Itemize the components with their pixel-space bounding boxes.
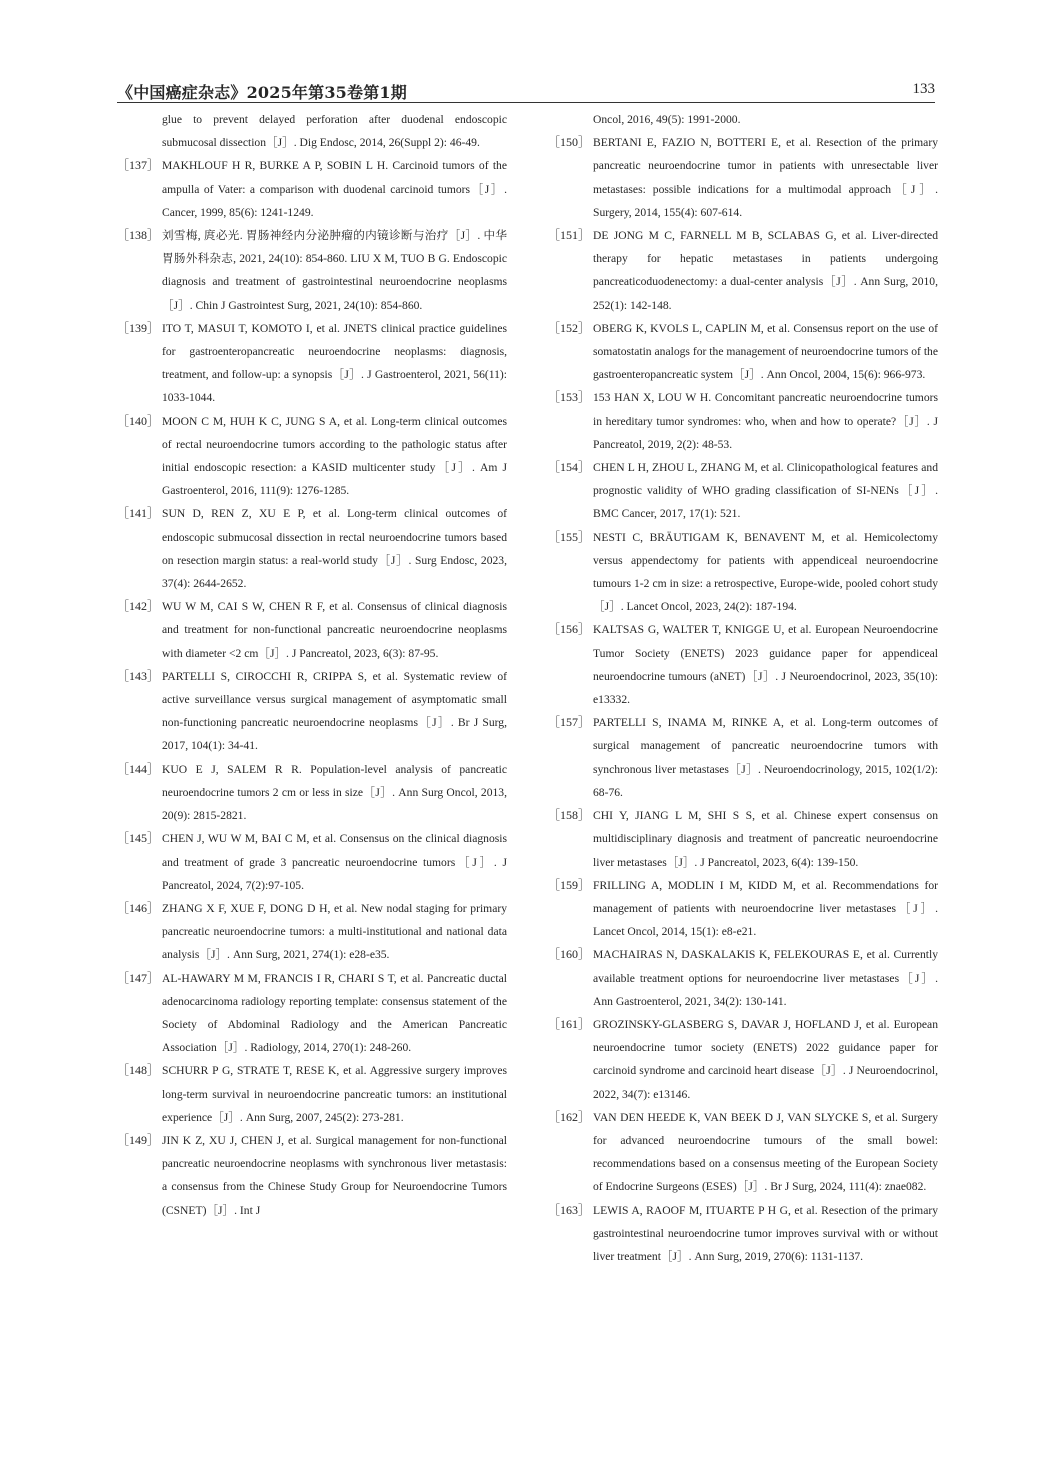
reference-text: JIN K Z, XU J, CHEN J, et al. Surgical management for non-functional pancreatic neuroendocrine neoplasms with synchronous liver metastasis: a consensus from the Chinese Study Group for Neuroendocrine Tumors (CSNET)［J］. Int J [162, 1133, 507, 1217]
reference-number: ［149］ [117, 1132, 160, 1147]
reference-text: DE JONG M C, FARNELL M B, SCLABAS G, et al. Liver-directed therapy for hepatic metastases in patients undergoing pancreaticoduodenectomy: a dual-center analysis［J］. Ann Surg, 2010, 252(1): 142-148. [593, 229, 938, 312]
reference-entry [117, 665, 507, 758]
reference-text: BERTANI E, FAZIO N, BOTTERI E, et al. Resection of the primary pancreatic neuroendocrine tumor in patients with unresectable liver metastases: possible indications for a multimodal approach［J］. Surgery, 2014, 155(4): 607-614. [593, 136, 938, 219]
reference-number: ［162］ [548, 1109, 591, 1124]
reference-text: CHEN L H, ZHOU L, ZHANG M, et al. Clinicopathological features and prognostic validity of WHO grading classification of SI-NENs［J］. BMC Cancer, 2017, 17(1): 521. [593, 461, 938, 521]
reference-text: MOON C M, HUH K C, JUNG S A, et al. Long-term clinical outcomes of rectal neuroendocrine tumors according to the pathologic status after initial endoscopic resection: a KASID multicenter study［J］. Am J Gastroenterol, 2016, 111(9): 1276-1285. [162, 414, 507, 498]
reference-text: FRILLING A, MODLIN I M, KIDD M, et al. Recommendations for management of patients with neuroendocrine liver metastases［J］. Lancet Oncol, 2014, 15(1): e8-e21. [593, 878, 938, 939]
reference-text: ZHANG X F, XUE F, DONG D H, et al. New nodal staging for primary pancreatic neuroendocrine tumors: a multi-institutional and national data analysis［J］. Ann Surg, 2021, 274(1): e28-e35. [162, 901, 507, 962]
reference-text: LEWIS A, RAOOF M, ITUARTE P H G, et al. Resection of the primary gastrointestinal neuroendocrine tumor improves survival with or without liver treatment［J］. Ann Surg, 2019, 270(6): 1131-1137. [593, 1203, 938, 1263]
reference-entry [548, 131, 938, 224]
reference-text: OBERG K, KVOLS L, CAPLIN M, et al. Consensus report on the use of somatostatin analogs for the management of neuroendocrine tumors of the gastroenteropancreatic system［J］. Ann Oncol, 2004, 15(6): 966-973. [593, 321, 938, 382]
reference-number: ［141］ [117, 506, 160, 521]
reference-text: MAKHLOUF H R, BURKE A P, SOBIN L H. Carcinoid tumors of the ampulla of Vater: a comparison with duodenal carcinoid tumors［J］. Cancer, 1999, 85(6): 1241-1249. [162, 159, 507, 219]
reference-entry [117, 967, 507, 1060]
reference-entry [548, 526, 938, 619]
reference-number: ［154］ [548, 460, 591, 475]
reference-entry [548, 1013, 938, 1106]
reference-number: ［153］ [548, 390, 591, 405]
reference-entry [117, 108, 507, 154]
reference-text: NESTI C, BRÄUTIGAM K, BENAVENT M, et al. Hemicolectomy versus appendectomy for patients with appendiceal neuroendocrine tumours 1-2 cm in size: a retrospective, Europe-wide, pooled cohort study［J］. Lancet Oncol, 2023, 24(2): 187-194. [593, 530, 938, 614]
reference-entry [117, 758, 507, 828]
reference-entry [117, 827, 507, 897]
reference-entry [548, 456, 938, 526]
reference-entry [548, 618, 938, 711]
reference-number: ［140］ [117, 413, 160, 428]
reference-text: AL-HAWARY M M, FRANCIS I R, CHARI S T, et al. Pancreatic ductal adenocarcinoma radiology reporting template: consensus statement of the Society of Abdominal Radiology and the American Pancreatic Association［J］. Radiology, 2014, 270(1): 248-260. [162, 971, 507, 1055]
reference-text: 刘雪梅, 庹必光. 胃肠神经内分泌肿瘤的内镜诊断与治疗［J］. 中华胃肠外科杂志, 2021, 24(10): 854-860. LIU X M, TUO B G. Endoscopic diagnosis and treatment of gastrointestinal neuroendocrine neoplasms［J］. Chin J Gastrointest Surg, 2021, 24(10): 854-860. [162, 229, 507, 312]
reference-text: ITO T, MASUI T, KOMOTO I, et al. JNETS clinical practice guidelines for gastroenteropancreatic neuroendocrine neoplasms: diagnosis, treatment, and follow-up: a synopsis［J］. J Gastroenterol, 2021, 56(11): 1033-1044. [162, 321, 507, 405]
reference-number: ［163］ [548, 1202, 591, 1217]
reference-number: ［139］ [117, 320, 160, 335]
reference-entry [117, 595, 507, 665]
reference-entry [548, 224, 938, 317]
page-number: 133 [912, 81, 935, 97]
reference-number: ［145］ [117, 831, 160, 846]
reference-text: CHEN J, WU W M, BAI C M, et al. Consensus on the clinical diagnosis and treatment of grade 3 pancreatic neuroendocrine tumors［J］. J Pancreatol, 2024, 7(2):97-105. [162, 832, 507, 892]
reference-text: GROZINSKY-GLASBERG S, DAVAR J, HOFLAND J, et al. European neuroendocrine tumor society (ENETS) 2022 guidance paper for carcinoid syndrome and carcinoid heart disease［J］. J Neuroendocrinol, 2022, 34(7): e13146. [593, 1017, 938, 1101]
reference-entry [548, 386, 938, 456]
reference-entry [548, 317, 938, 387]
reference-entry [117, 154, 507, 224]
journal-title: 《中国癌症杂志》2025年第35卷第1期 [117, 83, 407, 102]
reference-entry [117, 224, 507, 317]
reference-text: SCHURR P G, STRATE T, RESE K, et al. Aggressive surgery improves long-term survival in neuroendocrine pancreatic tumors: an institutional experience［J］. Ann Surg, 2007, 245(2): 273-281. [162, 1064, 507, 1124]
reference-text: 153 HAN X, LOU W H. Concomitant pancreatic neuroendocrine tumors in hereditary tumor syndromes: who, when and how to operate?［J］. J Pancreatol, 2019, 2(2): 48-53. [593, 391, 938, 451]
reference-number: ［160］ [548, 947, 591, 962]
reference-text: Oncol, 2016, 49(5): 1991-2000. [593, 113, 741, 126]
reference-entry [117, 1059, 507, 1129]
reference-text: PARTELLI S, CIROCCHI R, CRIPPA S, et al. Systematic review of active surveillance versus surgical management of asymptomatic small non-functioning pancreatic neuroendocrine neoplasms［J］. Br J Surg, 2017, 104(1): 34-41. [162, 669, 507, 753]
reference-text: PARTELLI S, INAMA M, RINKE A, et al. Long-term outcomes of surgical management of pancreatic neuroendocrine tumors with synchronous liver metastases［J］. Neuroendocrinology, 2015, 102(1/2): 68-76. [593, 716, 938, 799]
reference-text: glue to prevent delayed perforation after duodenal endoscopic submucosal dissection［J］. Dig Endosc, 2014, 26(Suppl 2): 46-49. [162, 113, 507, 150]
reference-entry [548, 804, 938, 874]
running-header [117, 78, 935, 103]
reference-text: CHI Y, JIANG L M, SHI S S, et al. Chinese expert consensus on multidisciplinary diagnosis and treatment of pancreatic neuroendocrine liver metastases［J］. J Pancreatol, 2023, 6(4): 139-150. [593, 809, 938, 869]
reference-column-left [117, 108, 507, 1222]
reference-number: ［159］ [548, 877, 591, 892]
reference-entry [117, 1129, 507, 1222]
reference-number: ［152］ [548, 320, 591, 335]
reference-number: ［161］ [548, 1016, 591, 1031]
reference-number: ［142］ [117, 599, 160, 614]
reference-entry [548, 943, 938, 1013]
reference-text: KALTSAS G, WALTER T, KNIGGE U, et al. European Neuroendocrine Tumor Society (ENETS) 2023 guidance paper for appendiceal neuroendocrine tumours (aNET)［J］. J Neuroendocrinol, 2023, 35(10): e13332. [593, 623, 938, 707]
reference-number: ［157］ [548, 715, 591, 730]
reference-number: ［151］ [548, 228, 591, 243]
reference-entry [117, 410, 507, 503]
reference-entry [548, 874, 938, 944]
reference-column-right [548, 108, 938, 1268]
reference-number: ［143］ [117, 668, 160, 683]
reference-text: KUO E J, SALEM R R. Population-level analysis of pancreatic neuroendocrine tumors 2 cm or less in size［J］. Ann Surg Oncol, 2013, 20(9): 2815-2821. [162, 762, 507, 823]
reference-number: ［148］ [117, 1063, 160, 1078]
reference-number: ［147］ [117, 970, 160, 985]
reference-entry [117, 502, 507, 595]
reference-number: ［156］ [548, 622, 591, 637]
reference-number: ［138］ [117, 228, 160, 243]
reference-number: ［150］ [548, 135, 591, 150]
reference-text: MACHAIRAS N, DASKALAKIS K, FELEKOURAS E, et al. Currently available treatment options for neuroendocrine liver metastases［J］. Ann Gastroenterol, 2021, 34(2): 130-141. [593, 948, 938, 1008]
reference-number: ［137］ [117, 158, 160, 173]
reference-entry [548, 108, 938, 131]
reference-text: SUN D, REN Z, XU E P, et al. Long-term clinical outcomes of endoscopic submucosal dissection in rectal neuroendocrine tumors based on resection margin status: a real-world study［J］. Surg Endosc, 2023, 37(4): 2644-2652. [162, 507, 507, 591]
reference-entry [117, 897, 507, 967]
reference-text: VAN DEN HEEDE K, VAN BEEK D J, VAN SLYCKE S, et al. Surgery for advanced neuroendocrine tumours of the small bowel: recommendations based on a consensus meeting of the European Society of Endocrine Surgeons (ESES)［J］. Br J Surg, 2024, 111(4): znae082. [593, 1110, 938, 1194]
reference-entry [548, 1199, 938, 1269]
reference-entry [548, 711, 938, 804]
reference-number: ［144］ [117, 761, 160, 776]
reference-number: ［155］ [548, 529, 591, 544]
reference-entry [548, 1106, 938, 1199]
reference-number: ［146］ [117, 900, 160, 915]
reference-entry [117, 317, 507, 410]
reference-number: ［158］ [548, 808, 591, 823]
reference-text: WU W M, CAI S W, CHEN R F, et al. Consensus of clinical diagnosis and treatment for non-functional pancreatic neuroendocrine neoplasms with diameter <2 cm［J］. J Pancreatol, 2023, 6(3): 87-95. [162, 600, 507, 660]
